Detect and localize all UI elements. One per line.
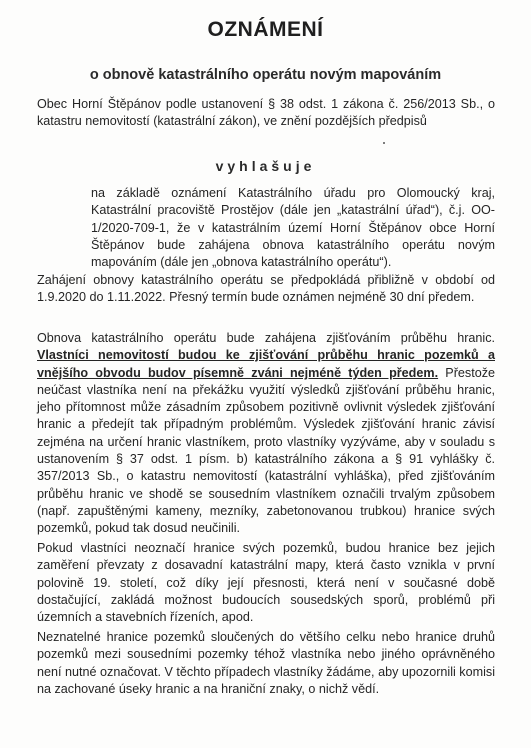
owner-invitation-notice: Vlastníci nemovitostí budou ke zjišťování průběhu hranic pozemků a vnějšího obvodu budov písemně zváni nejméně týden předem. xyxy=(37,348,495,380)
paragraph-unmarked-consequences: Pokud vlastníci neoznačí hranice svých pozemků, budou hranice bez jejich zaměření převzaty z dosavadní katastrální mapy, která často vznikla v první polovině 19. století, což díky její přesnosti, která není v současné době dostačující, zakládá možnost budoucích sousedských sporů, problémů při územních a stavebních řízeních, apod. xyxy=(37,541,495,625)
boundaries-intro-text: Obnova katastrálního operátu bude zahájena zjišťováním průběhu hranic. xyxy=(37,331,495,345)
paragraph-schedule: Zahájení obnovy katastrálního operátu se předpokládá přibližně v období od 1.9.2020 do 1.11.2022. Přesný termín bude oznámen nejméně 30 dní předem. xyxy=(37,273,495,305)
page-subtitle: o obnově katastrálního operátu novým mapováním xyxy=(89,67,442,83)
page-title: OZNÁMENÍ xyxy=(207,18,324,41)
scan-speck xyxy=(383,142,385,144)
boundaries-detail-text: Přestože neúčast vlastníka není na překážku využití výsledků zjišťování průběhu hranic, jeho přítomnost může zásadním způsobem pozitivně ovlivnit výsledek zjišťování hranic a předejít tak případným problémům. Výsledek zjišťování hranic závisí zejména na určení hranic vlastníkem, proto vlastníky vyzýváme, aby v souladu s ustanovením § 37 odst. 1 písm. b) katastrálního zákona a § 91 vyhlášky č. 357/2013 Sb., o katastru nemovitostí (katastrální vyhláška), před zjišťováním průběhu hranic ve shodě se sousedním vlastníkem označili trvalým způsobem (např. zapuštěnými kameny, mezníky, zabetonovanou trubkou) hranice svých pozemků, pokud tak dosud neučinili. xyxy=(37,365,496,536)
paragraph-merged-parcels: Neznatelné hranice pozemků sloučených do většího celku nebo hranice druhů pozemků mezi sousedními pozemky téhož vlastníka nebo jiného oprávněného není nutné označovat. V těchto případech vlastníky žádáme, aby upozornili komisi na zachované úseky hranic a na hraniční znaky, o nichž vědí. xyxy=(37,630,495,696)
paragraph-boundaries xyxy=(37,330,495,538)
intro-paragraph: Obec Horní Štěpánov podle ustanovení § 38 odst. 1 zákona č. 256/2013 Sb., o katastru nemovitostí (katastrální zákon), ve znění pozdějších předpisů xyxy=(37,97,495,129)
declaration-heading: vyhlašuje xyxy=(215,158,316,174)
paragraph-announcement: na základě oznámení Katastrálního úřadu pro Olomoucký kraj, Katastrální pracoviště Prostějov (dále jen „katastrální úřad“), č.j. OO-1/2020-709-1, že v katastrálním území Horní Štěpánov obce Horní Štěpánov bude zahájena obnova katastrálního operátu novým mapováním (dále jen „obnova katastrálního operátu“). xyxy=(91,186,495,270)
